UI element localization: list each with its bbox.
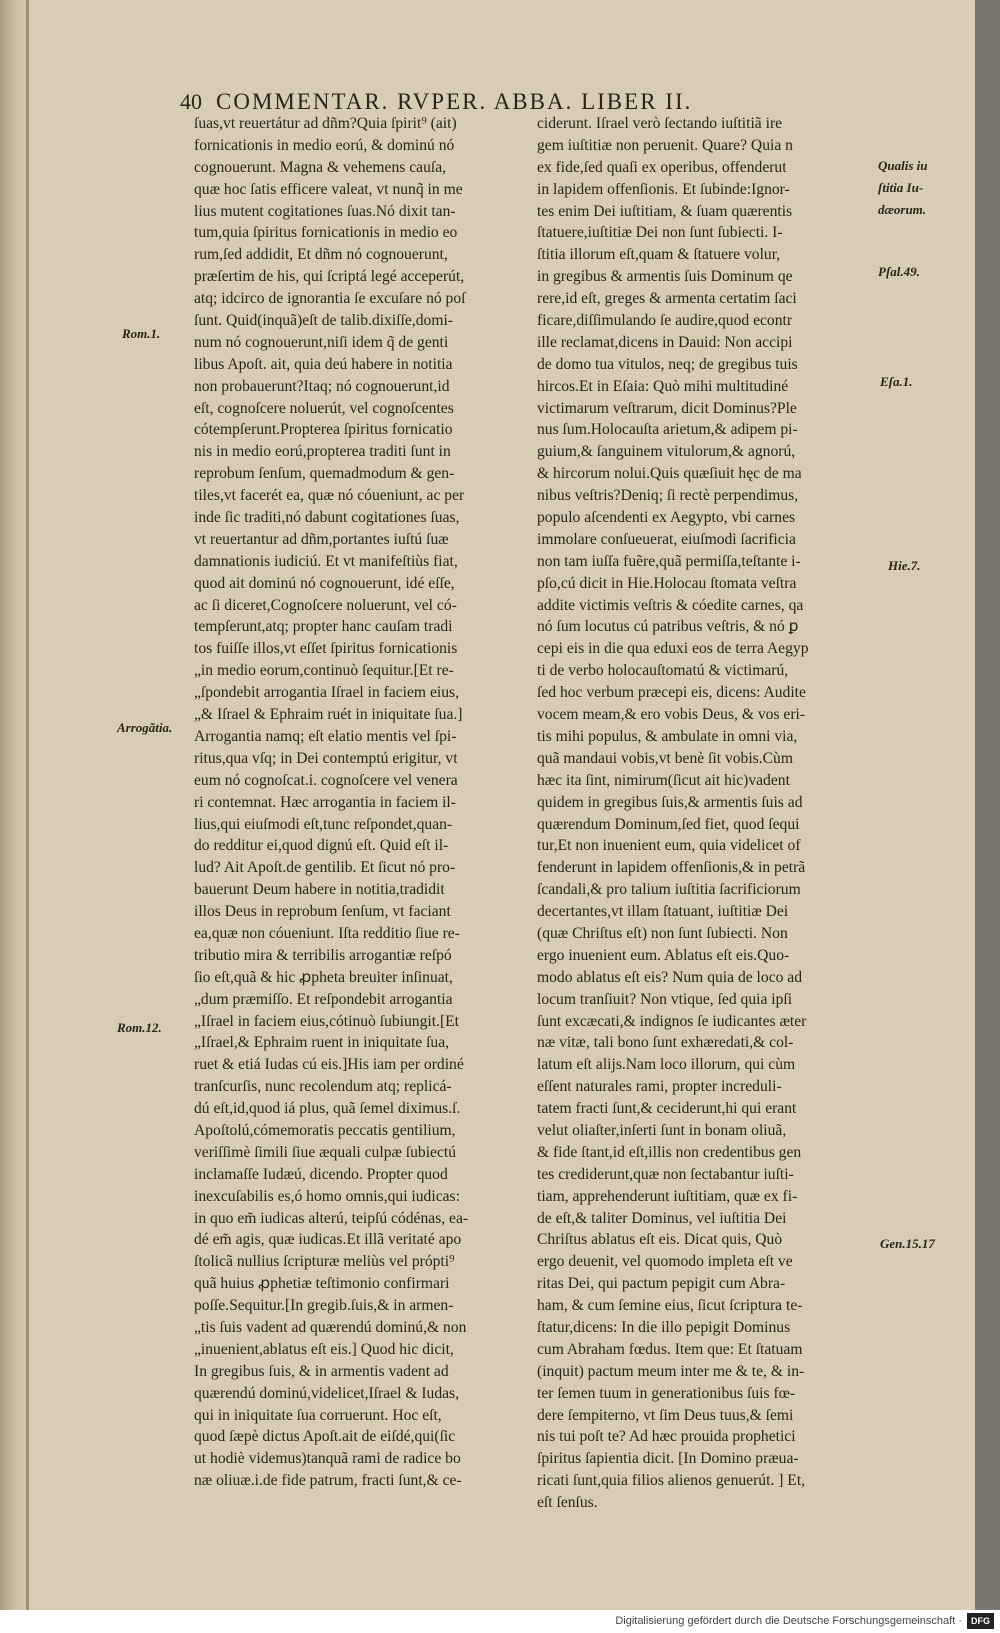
left-column-line: num nó cognouerunt,niſi idem q̃ de genti xyxy=(194,333,449,351)
right-column-line: de eſt,& taliter Dominus, vel iuſtitia Dei xyxy=(537,1209,787,1227)
right-column-line: ſunt excæcati,& indignos ſe iudicantes æter xyxy=(537,1012,807,1030)
left-column-line: cognouerunt. Magna & vehemens cauſa, xyxy=(194,158,447,176)
right-column-line: fenderunt in lapidem offenſionis,& in petrã xyxy=(537,859,806,877)
right-column-line: latum eſt alijs.Nam loco illorum, qui cùm xyxy=(537,1056,796,1074)
left-column-line: ſtolicã nullius ſcripturæ meliùs vel própti⁹ xyxy=(194,1253,455,1271)
right-column-line: ergo inuenient eum. Ablatus eſt eis.Quo- xyxy=(537,946,790,964)
right-column-line: ricati ſunt,quia filios alienos genuerút. ] Et, xyxy=(537,1472,806,1490)
right-column-line: ſcandali,& pro talium iuſtitia ſacrificiorum xyxy=(537,881,801,899)
right-column-line: quærendum Dominum,ſed fiet, quod ſequi xyxy=(537,815,800,833)
right-column-line: Chriſtus ablatus eſt eis. Dicat quis, Quò xyxy=(537,1231,783,1249)
left-column-line: „& Iſrael & Ephraim ruét in iniquitate ſua.] xyxy=(194,706,463,724)
right-column-line: non tam iuſſa fuẽre,quã permiſſa,teſtante i- xyxy=(537,552,801,570)
right-column-line: vocem meam,& ero vobis Deus, & vos eri- xyxy=(537,706,806,724)
footer-credit: Digitalisierung gefördert durch die Deutsche Forschungsgemeinschaft · xyxy=(615,1615,962,1627)
right-column-line: tatem fracti ſunt,& ceciderunt,hi qui erant xyxy=(537,1100,797,1118)
book-spine xyxy=(0,0,28,1610)
left-column-line: Arrogantia namq; eſt elatio mentis vel ſpi- xyxy=(194,727,457,745)
margin-note-hier7: Hie.7. xyxy=(888,558,921,573)
right-column-line: ti de verbo holocauſtomatú & victimarú, xyxy=(537,662,789,680)
left-column-line: tempſerunt,atq; propter hanc cauſam tradi xyxy=(194,618,453,636)
page-edge xyxy=(26,0,29,1610)
left-column-line: damnationis iudiciú. Et vt manifeſtiùs fiat, xyxy=(194,552,458,570)
left-column-line: „inuenient,ablatus eſt eis.] Quod hic dicit, xyxy=(194,1340,454,1358)
left-column-line: ſunt. Quid(inquã)eſt de talib.dixiſſe,domi- xyxy=(194,312,453,330)
left-column-line: In gregibus ſuis, & in armentis vadent ad xyxy=(194,1362,449,1380)
right-column-line: ritas Dei, qui pactum pepigit cum Abra- xyxy=(537,1275,786,1293)
left-column-line: reprobum ſenſum, quemadmodum & gen- xyxy=(194,465,455,483)
right-column-line: ille reclamat,dicens in Dauid: Non accipi xyxy=(537,333,793,351)
dfg-logo-icon: DFG xyxy=(967,1613,994,1629)
right-column-line: eſſent naturales rami, propter increduli- xyxy=(537,1078,782,1096)
right-column-line: & fide ſtant,id eſt,illis non credentibus gen xyxy=(537,1143,802,1161)
right-column-line: ciderunt. Iſrael verò ſectando iuſtitiã ire xyxy=(537,115,783,132)
right-column-line: ergo deuenit, vel quomodo impleta eſt ve xyxy=(537,1253,793,1271)
margin-note-esa1: Eſa.1. xyxy=(880,374,913,389)
left-column-line: tributio mira & terribilis arrogantiæ reſpó xyxy=(194,946,452,964)
left-column-line: fornicationis in medio eorú, & dominú nó xyxy=(194,136,455,154)
left-column-line: inexcuſabilis es,ó homo omnis,qui iudicas: xyxy=(194,1187,460,1205)
margin-note-gen: Gen.15.17 xyxy=(880,1236,935,1251)
left-column-line: do redditur ei,quod dignú eſt. Quid eſt il- xyxy=(194,837,449,855)
left-column-line: ſio eſt,quã & hic ꝓpheta breuiter inſinuat, xyxy=(194,968,453,986)
right-column-line: hæc ita ſint, nimirum(ſicut ait hic)vadent xyxy=(537,771,790,789)
right-column-line: tis mihi populus, & ambulate in omni via, xyxy=(537,727,798,745)
right-column-line: næ vitæ, tali bono ſunt exhæredati,& col- xyxy=(537,1034,794,1052)
right-column-line: tiam, apprehenderunt iuſtitiam, quæ ex fi- xyxy=(537,1187,798,1205)
right-column-line: ſed hoc verbum præcepi eis, dicens: Audite xyxy=(537,684,806,702)
margin-note-rom12: Rom.12. xyxy=(117,1020,162,1035)
left-column-line: dé em̃ agis, quæ iudicas.Et illã veritaté apo xyxy=(194,1231,462,1249)
left-column-line: tranſcurſis, nunc recolendum atq; replicá- xyxy=(194,1078,452,1096)
right-column-line: ſtatur,dicens: In die illo pepigit Dominus xyxy=(537,1318,791,1336)
left-column-line: ea,quæ non cóueniunt. Iſta redditio ſiue re- xyxy=(194,924,460,942)
right-column-line: rere,id eſt, greges & armenta certatim ſaci xyxy=(537,290,797,308)
left-column-line: ſuas,vt reuertátur ad dñm?Quia ſpirit⁹ (ait) xyxy=(194,115,457,132)
right-column-line: gem iuſtitiæ non peruenit. Quare? Quia n xyxy=(537,136,793,154)
right-column-line: in gregibus & armentis ſuis Dominum qe xyxy=(537,268,793,286)
right-column-line: victimarum veſtrarum, dicit Dominus?Ple xyxy=(537,399,797,417)
left-column-line: tum,quia ſpiritus fornicationis in medio eo xyxy=(194,224,458,242)
right-column-line: de domo tua vitulos, neq; de gregibus tuis xyxy=(537,355,798,373)
left-column-line: atq; idcirco de ignorantia ſe excuſare nó poſ xyxy=(194,290,466,308)
left-column-line: „in medio eorum,continuò ſequitur.[Et re- xyxy=(194,662,454,680)
right-column-line: ter ſemen tuum in generationibus ſuis fœ- xyxy=(537,1384,796,1402)
right-column-line: eſt ſenſus. xyxy=(537,1494,598,1512)
left-column-line: tos fuiſſe illos,vt eſſet ſpiritus fornicationis xyxy=(194,640,458,658)
left-column-line: „ſpondebit arrogantia Iſrael in faciem eius, xyxy=(194,684,459,702)
left-column-line: lud? Ait Apoſt.de gentilib. Et ſicut nó pro- xyxy=(194,859,456,877)
left-column-line: inclamaſſe Iudæú, dicendo. Propter quod xyxy=(194,1165,448,1183)
left-column-line: lius mutent cogitationes ſuas.Nó dixit tan- xyxy=(194,202,456,220)
right-column-line: modo ablatus eſt eis? Num quia de loco ad xyxy=(537,968,803,986)
right-column-line: addite victimis veſtris & cóedite carnes, qa xyxy=(537,596,804,614)
right-column-line: cum Abraham fœdus. Item que: Et ſtatuam xyxy=(537,1340,803,1358)
left-column-line: tiles,vt facerét ea, quæ nó cóueniunt, ac per xyxy=(194,487,465,505)
right-column-line: tes crediderunt,quæ non ſectabantur iuſti- xyxy=(537,1165,794,1183)
left-column-line: illos Deus in reprobum ſenſum, vt faciant xyxy=(194,903,451,921)
right-column-line: nó ſum locutus cú patribus veſtris, & nó ꝑ xyxy=(537,618,799,636)
left-column-line: „dum præmiſſo. Et reſpondebit arrogantia xyxy=(194,990,453,1008)
right-column-line: nis tui poſt te? Ad hæc prouida prophetici xyxy=(537,1428,796,1446)
right-column-line: decertantes,vt illam ſtatuant, iuſtitiæ Dei xyxy=(537,903,789,921)
right-column-line: tur,Et non inuenient eum, quia videlicet of xyxy=(537,837,801,855)
right-column-line: tes enim Dei iuſtitiam, & ſuam quærentis xyxy=(537,202,793,220)
left-column-line: quæ hoc ſatis efficere valeat, vt nunq̃ in me xyxy=(194,180,463,198)
left-column-line: eſt, cognoſcere noluerút, vel cognoſcentes xyxy=(194,399,454,417)
left-column-line: bauerunt Deum habere in notitia,tradidit xyxy=(194,881,445,899)
right-column-line: immolare conſueuerat, eiuſmodi ſacrificia xyxy=(537,530,796,548)
left-column-line: lius,qui eiuſmodi eſt,tunc reſpondet,quan- xyxy=(194,815,453,833)
right-column-line: populo aſcendenti ex Aegypto, vbi carnes xyxy=(537,509,796,527)
left-column-line: ri contemnat. Hæc arrogantia in faciem il- xyxy=(194,793,456,811)
right-column-line: (quæ Chriſtus eſt) non ſunt ſubiecti. Non xyxy=(537,924,788,942)
left-column-line: næ oliuæ.i.de fide patrum, fracti ſunt,& ce- xyxy=(194,1472,462,1490)
digitization-footer xyxy=(0,1610,1000,1633)
margin-note-arrogantia: Arrogãtia. xyxy=(117,720,173,735)
left-column-line: vt reuertantur ad dñm,portantes iuſtú ſuæ xyxy=(194,530,449,548)
left-column-line: ruet & etiá Iudas cú eis.]His iam per ordiné xyxy=(194,1056,464,1074)
right-text-column xyxy=(537,113,887,1514)
left-column-line: ac ſi diceret,Cognoſcere noluerunt, vel có- xyxy=(194,596,457,614)
right-column-line: & hircorum nolui.Quis quæſiuit hęc de ma xyxy=(537,465,802,483)
running-header xyxy=(180,89,800,115)
left-column-line: poſſe.Sequitur.[In gregib.ſuis,& in armen- xyxy=(194,1297,454,1315)
right-column-line: ſtitia illorum eſt,quam & ſtatuere volur, xyxy=(537,246,781,264)
left-column-line: quærendú dominú,videlicet,Iſrael & Iudas, xyxy=(194,1384,460,1402)
left-column-line: eum nó cognoſcat.i. cognoſcere vel venera xyxy=(194,771,458,789)
right-column-line: quidem in gregibus ſuis,& armentis ſuis ad xyxy=(537,793,803,811)
left-column-line: „Iſrael in faciem eius,cótinuò ſubiungit.[Et xyxy=(194,1012,460,1030)
left-column-line: „tis ſuis vadent ad quærendú dominú,& non xyxy=(194,1318,467,1336)
left-column-line: ritus,qua vſq; in Dei contemptú erigitur, vt xyxy=(194,749,458,767)
left-column-line: dú eſt,id,quod iá plus, quã ſemel diximus.ſ. xyxy=(194,1100,461,1118)
left-column-line: præſertim de his, qui ſcriptá legé acceperút, xyxy=(194,268,465,286)
margin-note-psal49: Pſal.49. xyxy=(878,264,920,279)
left-column-line: qui in iniquitate ſua corruerunt. Hoc eſt, xyxy=(194,1406,442,1424)
margin-note-qualis: Qualis iu ſtitia Iu- dæorum. xyxy=(878,158,928,217)
right-column-line: ham, & cum ſemine eius, ſicut ſcriptura te- xyxy=(537,1297,803,1315)
left-column-line: „Iſrael,& Ephraim ruent in iniquitate ſua, xyxy=(194,1034,450,1052)
running-title: COMMENTAR. RVPER. ABBA. LIBER II. xyxy=(216,89,693,114)
right-column-line: in lapidem offenſionis. Et ſubinde:Ignor- xyxy=(537,180,790,198)
right-column-line: ſtatuere,iuſtitiæ Dei non ſunt ſubiecti. I- xyxy=(537,224,783,242)
right-column-line: pſo,cú dicit in Hie.Holocau ſtomata veſtra xyxy=(537,574,797,592)
margin-note-rom1: Rom.1. xyxy=(122,326,161,341)
left-column-line: quod ait dominú nó cognouerunt, idé eſſe, xyxy=(194,574,455,592)
right-column-line: ſpiritus ſapientia dicit. [In Domino præua- xyxy=(537,1450,799,1468)
left-column-line: in quo em̃ iudicas alterú, teipſú códénas, ea- xyxy=(194,1209,469,1227)
right-column-line: quã mandaui vobis,vt benè ſit vobis.Cùm xyxy=(537,749,793,767)
right-column-line: velut oliaſter,inſerti ſunt in bonam oliuã, xyxy=(537,1121,787,1139)
right-column-line: (inquit) pactum meum inter me & te, & in- xyxy=(537,1362,805,1380)
left-column-line: cótempſerunt.Propterea ſpiritus fornicatio xyxy=(194,421,453,439)
right-column-line: ficare,diſſimulando ſe audire,quod econtr xyxy=(537,312,793,330)
right-column-line: cepi eis in die qua eduxi eos de terra Aegyp xyxy=(537,640,809,658)
left-column-line: Apoſtolú,cómemoratis peccatis gentilium, xyxy=(194,1121,456,1139)
left-column-line: non probauerunt?Itaq; nó cognouerunt,id xyxy=(194,377,450,395)
left-column-line: quã huius ꝓphetiæ teſtimonio confirmari xyxy=(194,1275,450,1293)
right-column-line: nus ſum.Holocauſta arietum,& adipem pi- xyxy=(537,421,798,439)
right-column-line: locum tranſiuit? Non vtique, ſed quia ipſi xyxy=(537,990,793,1008)
left-text-column xyxy=(194,113,509,1492)
right-column-line: nibus veſtris?Deniq; ſi rectè perpendimus, xyxy=(537,487,799,505)
left-column-line: nis in medio eorú,propterea traditi ſunt in xyxy=(194,443,451,461)
left-column-line: veriſſimè ſimili ſiue æquali culpæ ſubiectú xyxy=(194,1143,457,1161)
left-column-line: rum,ſed addidit, Et dñm nó cognouerunt, xyxy=(194,246,448,264)
left-column-line: quod ſæpè dictus Apoſt.ait de eiſdé,qui(ſic xyxy=(194,1428,456,1446)
left-column-line: libus Apoſt. ait, quia deú habere in notitia xyxy=(194,355,453,373)
left-column-line: ut hodiè videmus)tanquã rami de radice bo xyxy=(194,1450,461,1468)
page-number: 40 xyxy=(180,89,202,114)
left-column-line: inde ſic traditi,nó dabunt cogitationes ſuas, xyxy=(194,509,460,527)
right-column-line: hircos.Et in Eſaia: Quò mihi multitudiné xyxy=(537,377,789,395)
right-column-line: ex fide,ſed quaſi ex operibus, offenderut xyxy=(537,158,787,176)
right-column-line: dere ſempiterno, vt ſim Deus tuus,& ſemi xyxy=(537,1406,794,1424)
right-column-line: guium,& ſanguinem vitulorum,& agnorú, xyxy=(537,443,796,461)
